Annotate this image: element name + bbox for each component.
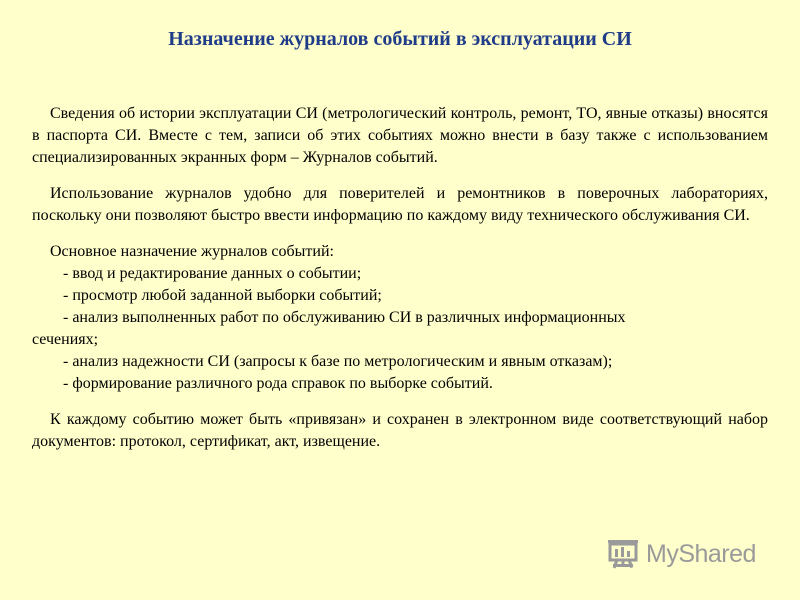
list-item: - ввод и редактирование данных о событии;: [63, 265, 362, 282]
myshared-logo[interactable]: [606, 536, 756, 572]
spacer: [32, 395, 768, 409]
list-item: - анализ надежности СИ (запросы к базе по метрологическим и явным отказам);: [63, 353, 613, 370]
slide-body: [32, 103, 768, 453]
spacer: [32, 227, 768, 241]
list-item: - просмотр любой заданной выборки событий;: [63, 287, 382, 304]
presentation-board-icon: [606, 538, 640, 570]
spacer: [32, 169, 768, 183]
list-item: - формирование различного рода справок по выборке событий.: [63, 375, 493, 392]
paragraph-documents: К каждому событию может быть «привязан» и сохранен в электронном виде соответствующий набор документов: протокол, сертификат, акт, извещение.: [32, 411, 768, 450]
list-item: - анализ выполненных работ по обслуживанию СИ в различных информационных сечениях;: [32, 309, 626, 348]
paragraph-history: Сведения об истории эксплуатации СИ (метрологический контроль, ремонт, ТО, явные отказы) вносятся в паспорта СИ. Вместе с тем, записи об этих событиях можно внести в базу также с использованием специализированных экранных форм – Журналов событий.: [32, 105, 768, 166]
paragraph-usage: Использование журналов удобно для поверителей и ремонтников в поверочных лабораториях, поскольку они позволяют быстро ввести информацию по каждому виду технического обслуживания СИ.: [32, 185, 768, 224]
list-intro: Основное назначение журналов событий:: [50, 243, 334, 260]
logo-text: MyShared: [646, 539, 756, 568]
slide-title: Назначение журналов событий в эксплуатации СИ: [168, 28, 632, 50]
